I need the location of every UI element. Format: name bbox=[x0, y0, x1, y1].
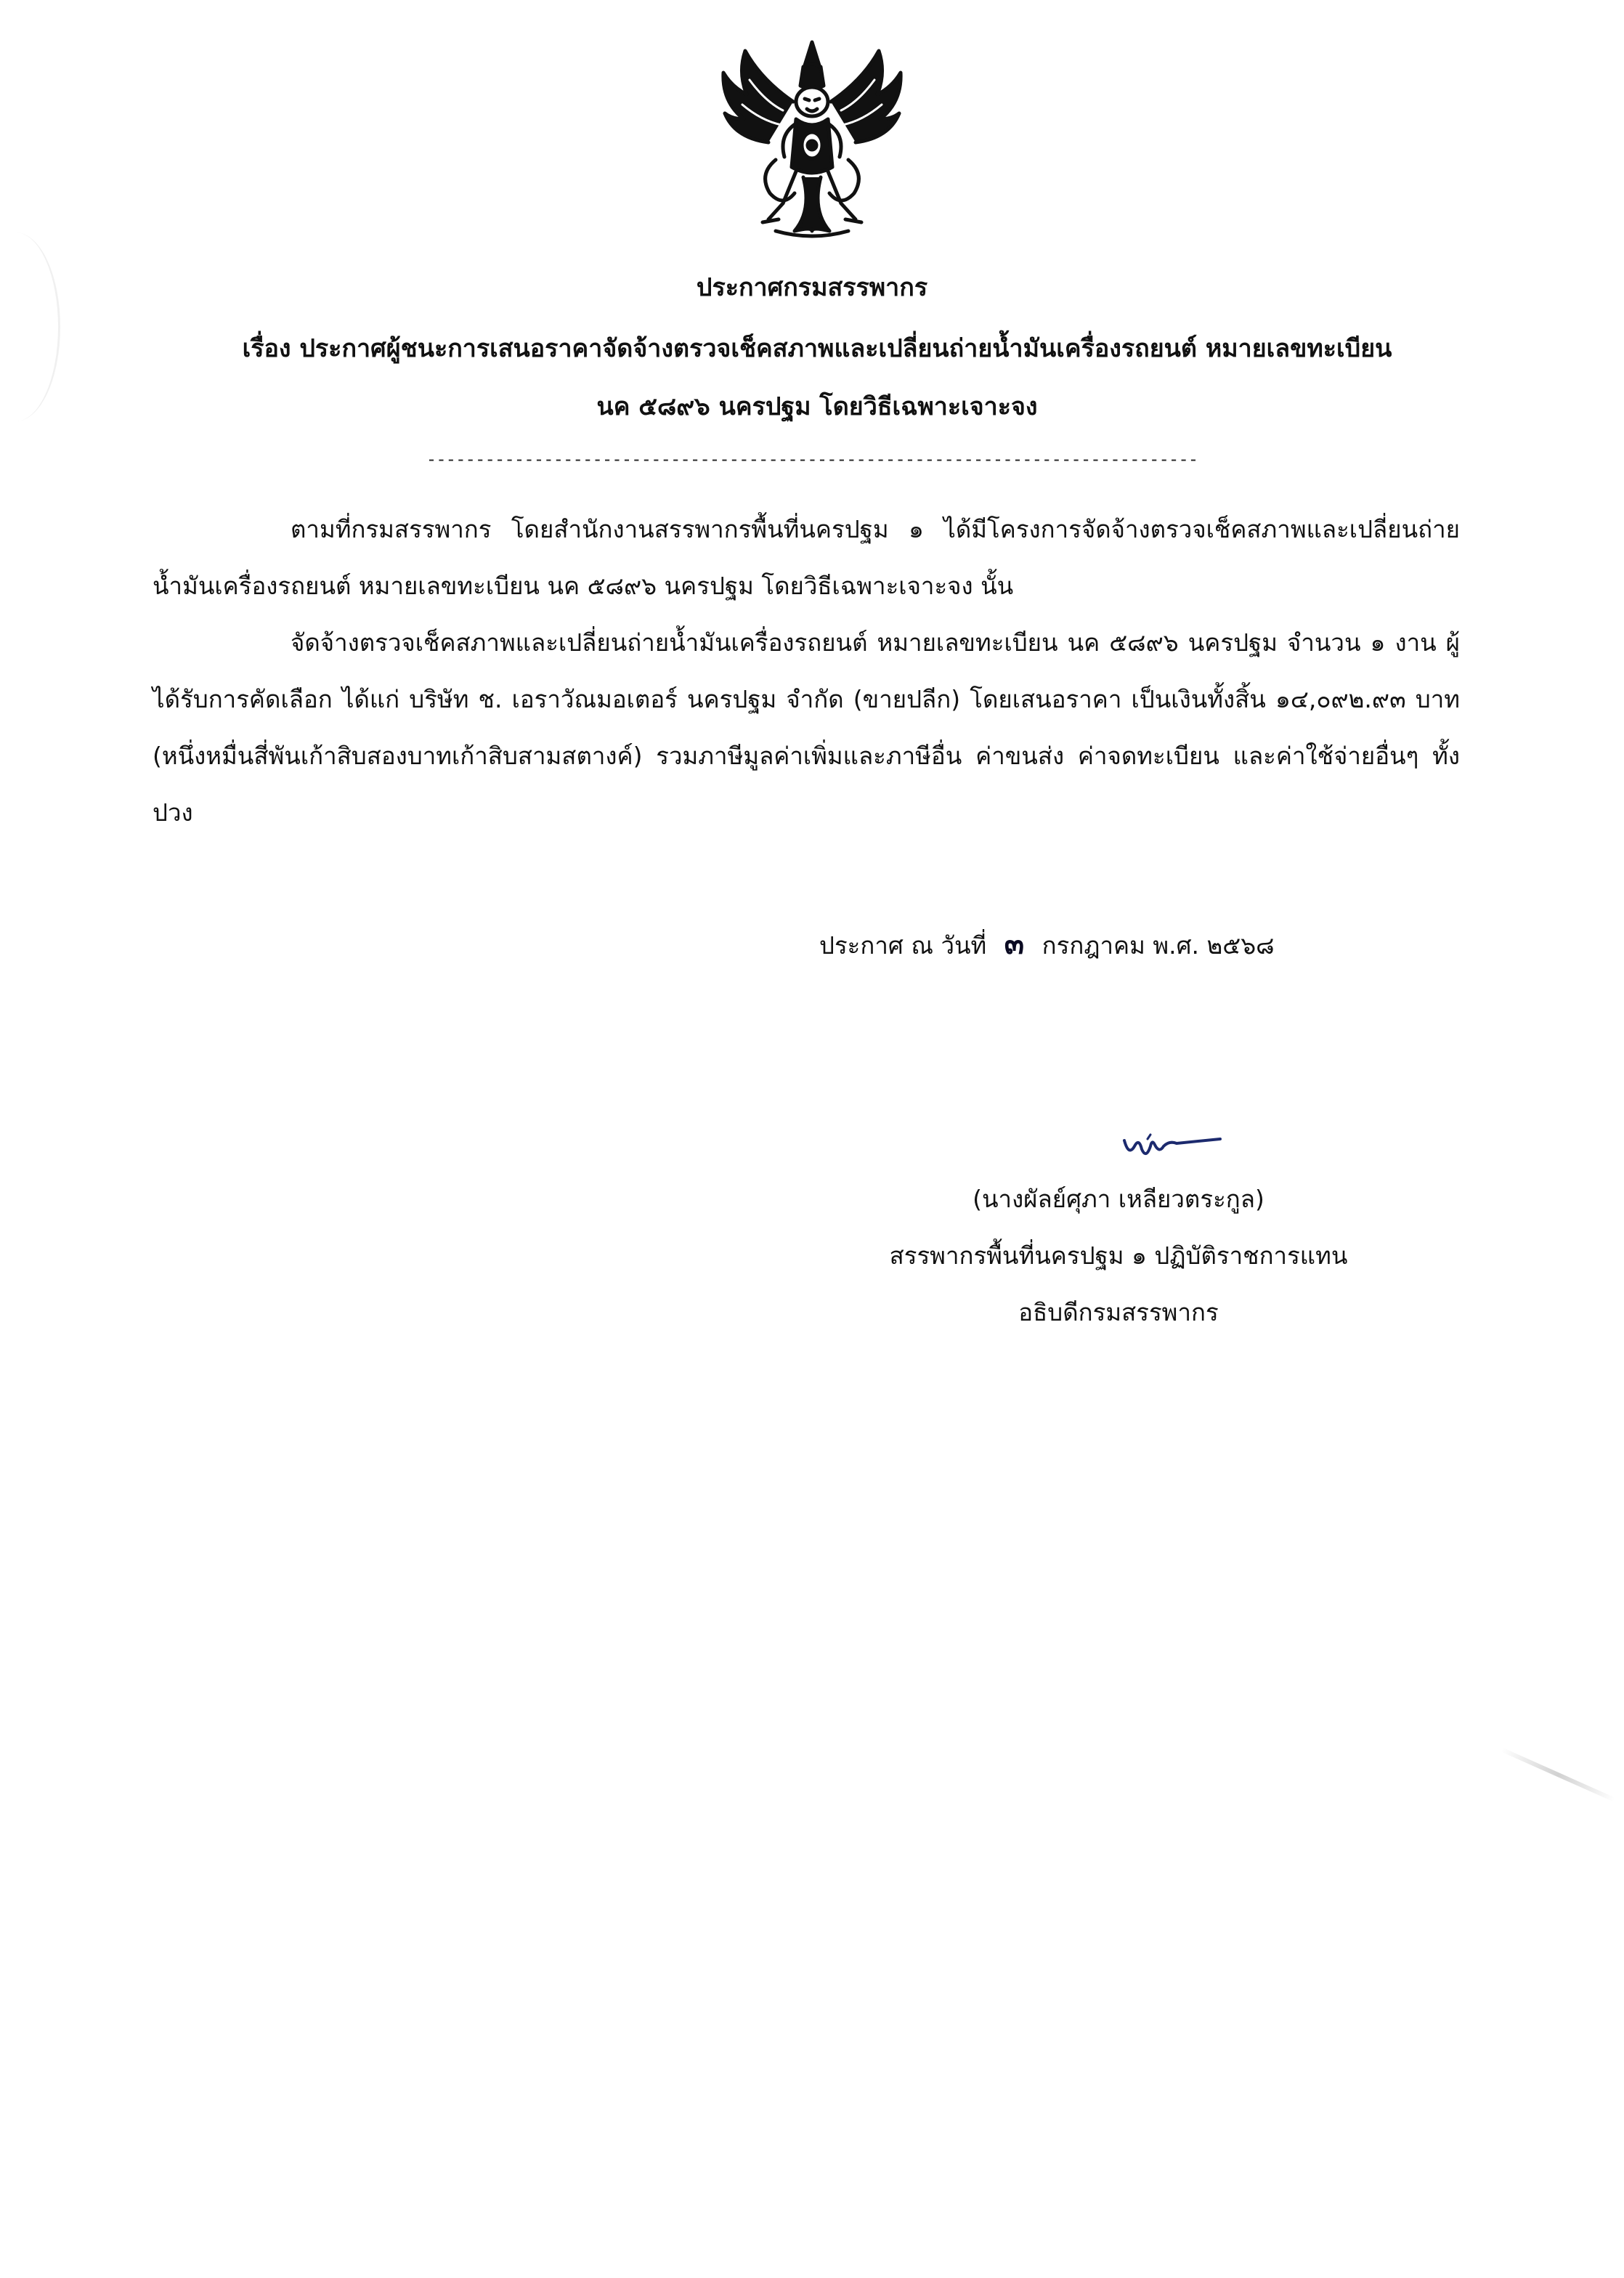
signatory-position: สรรพากรพื้นที่นครปฐม ๑ ปฏิบัติราชการแทน bbox=[889, 1241, 1348, 1270]
signatory-name: (นางผัลย์ศุภา เหลียวตระกูล) bbox=[973, 1185, 1264, 1213]
separator-line: ------------------------------------------------------------------------------- bbox=[426, 449, 1198, 469]
handwritten-signature bbox=[1118, 1124, 1227, 1168]
scan-smudge-mark bbox=[1501, 1748, 1615, 1802]
document-body bbox=[153, 501, 1460, 841]
subject-heading bbox=[145, 320, 1489, 436]
subject-line-1: เรื่อง ประกาศผู้ชนะการเสนอราคาจัดจ้างตรวจเช็คสภาพและเปลี่ยนถ่ายน้ำมันเครื่องรถยนต์ หมายเลขทะเบียน bbox=[242, 334, 1392, 363]
signatory-block bbox=[799, 1171, 1438, 1341]
announcement-day: ๓ bbox=[1004, 927, 1025, 961]
document-title: ประกาศกรมสรรพากร bbox=[696, 273, 928, 302]
signatory-department: อธิบดีกรมสรรพากร bbox=[1018, 1298, 1219, 1326]
body-paragraph-1: ตามที่กรมสรรพากร โดยสำนักงานสรรพากรพื้นที่นครปฐม ๑ ได้มีโครงการจัดจ้างตรวจเช็คสภาพและเปลี่ยนถ่ายน้ำมันเครื่องรถยนต์ หมายเลขทะเบียน นค ๕๘๙๖ นครปฐม โดยวิธีเฉพาะเจาะจง นั้น bbox=[153, 515, 1460, 600]
announcement-month-year: กรกฎาคม พ.ศ. ๒๕๖๘ bbox=[1042, 931, 1275, 960]
announcement-date bbox=[819, 923, 1275, 968]
announcement-prefix: ประกาศ ณ วันที่ bbox=[819, 931, 987, 960]
subject-line-2: นค ๕๘๙๖ นครปฐม โดยวิธีเฉพาะเจาะจง bbox=[596, 392, 1038, 421]
body-paragraph-2: จัดจ้างตรวจเช็คสภาพและเปลี่ยนถ่ายน้ำมันเครื่องรถยนต์ หมายเลขทะเบียน นค ๕๘๙๖ นครปฐม จำนวน ๑ งาน ผู้ได้รับการคัดเลือก ได้แก่ บริษัท ช. เอราวัณมอเตอร์ นครปฐม จำกัด (ขายปลีก) โดยเสนอราคา เป็นเงินทั้งสิ้น ๑๔,๐๙๒.๙๓ บาท (หนึ่งหมื่นสี่พันเก้าสิบสองบาทเก้าสิบสามสตางค์) รวมภาษีมูลค่าเพิ่มและภาษีอื่น ค่าขนส่ง ค่าจดทะเบียน และค่าใช้จ่ายอื่นๆ ทั้งปวง bbox=[153, 628, 1460, 827]
scan-fold-mark bbox=[0, 232, 60, 421]
garuda-emblem-icon bbox=[703, 29, 921, 247]
